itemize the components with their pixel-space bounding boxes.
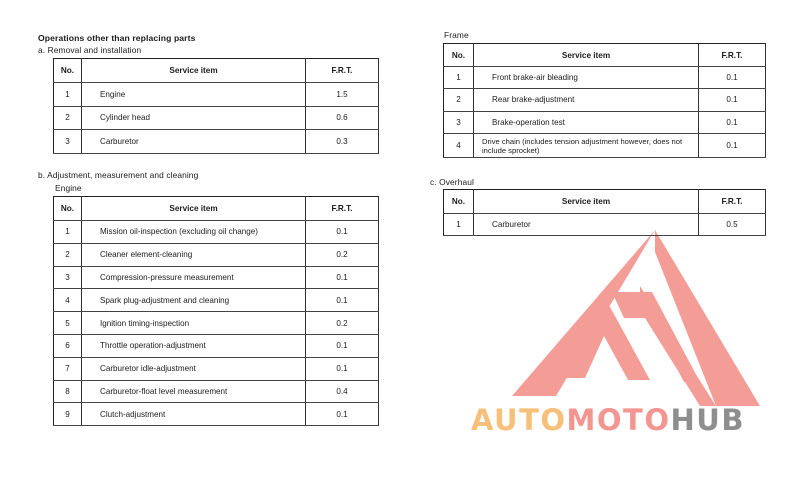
row-number: 7: [54, 357, 82, 380]
row-frt: 0.1: [306, 357, 379, 380]
col-header-no: No.: [54, 59, 82, 83]
row-number: 4: [54, 289, 82, 312]
watermark-hub: HUB: [670, 403, 745, 437]
row-frt: 0.1: [306, 221, 379, 244]
row-number: 6: [54, 334, 82, 357]
row-frt: 1.5: [306, 83, 379, 107]
row-service-item: Cleaner element-cleaning: [82, 243, 306, 266]
row-service-item: Carburetor-float level measurement: [82, 380, 306, 403]
row-number: 2: [54, 243, 82, 266]
row-service-item: Front brake-air bleading: [474, 67, 699, 89]
watermark-brand-text: [471, 403, 745, 437]
row-service-item: Engine: [82, 83, 306, 107]
row-service-item: Throttle operation-adjustment: [82, 334, 306, 357]
table-row: [54, 403, 379, 426]
table-row: [444, 214, 766, 236]
engine-label: Engine: [55, 183, 82, 193]
row-frt: 0.3: [306, 130, 379, 154]
row-service-item: Spark plug-adjustment and cleaning: [82, 289, 306, 312]
row-frt: 0.2: [306, 243, 379, 266]
row-service-item: Ignition timing-inspection: [82, 312, 306, 335]
watermark-moto: MOTO: [566, 403, 671, 437]
row-service-item: Rear brake-adjustment: [474, 89, 699, 111]
row-frt: 0.1: [306, 266, 379, 289]
table-row: [54, 334, 379, 357]
col-header-service-item: Service item: [82, 59, 306, 83]
row-frt: 0.2: [306, 312, 379, 335]
col-header-frt: F.R.T.: [306, 197, 379, 221]
table-row: [54, 221, 379, 244]
row-service-item: Clutch-adjustment: [82, 403, 306, 426]
table-row: [54, 312, 379, 335]
row-number: 4: [444, 133, 474, 157]
row-service-item: Carburetor idle-adjustment: [82, 357, 306, 380]
row-number: 1: [54, 83, 82, 107]
section-b-title: b. Adjustment, measurement and cleaning: [38, 170, 199, 180]
row-number: 1: [54, 221, 82, 244]
row-number: 8: [54, 380, 82, 403]
row-service-item: Compression-pressure measurement: [82, 266, 306, 289]
watermark-auto: AUTO: [471, 403, 567, 437]
col-header-frt: F.R.T.: [699, 44, 766, 67]
table-row: [444, 89, 766, 111]
table-row: [54, 289, 379, 312]
row-service-item: Mission oil-inspection (excluding oil change): [82, 221, 306, 244]
page-heading: Operations other than replacing parts: [38, 33, 196, 43]
row-number: 2: [54, 106, 82, 130]
row-frt: 0.1: [306, 289, 379, 312]
row-number: 3: [54, 266, 82, 289]
row-frt: 0.1: [306, 403, 379, 426]
row-service-item: Drive chain (includes tension adjustment however, does not include sprocket): [474, 133, 699, 157]
row-number: 2: [444, 89, 474, 111]
row-service-item: Cylinder head: [82, 106, 306, 130]
table-row: [54, 266, 379, 289]
col-header-service-item: Service item: [82, 197, 306, 221]
col-header-frt: F.R.T.: [699, 190, 766, 214]
engine-adjustment-table: [53, 196, 379, 426]
row-service-item: Carburetor: [82, 130, 306, 154]
col-header-no: No.: [54, 197, 82, 221]
row-number: 9: [54, 403, 82, 426]
table-row: [54, 83, 379, 107]
frame-label: Frame: [444, 30, 469, 40]
col-header-service-item: Service item: [474, 44, 699, 67]
table-row: [444, 67, 766, 89]
table-row: [54, 357, 379, 380]
row-service-item: Brake-operation test: [474, 111, 699, 133]
removal-installation-table: [53, 58, 379, 154]
section-a-title: a. Removal and installation: [38, 45, 142, 55]
table-row: [54, 380, 379, 403]
row-frt: 0.6: [306, 106, 379, 130]
row-frt: 0.4: [306, 380, 379, 403]
row-number: 1: [444, 67, 474, 89]
section-c-title: c. Overhaul: [430, 177, 474, 187]
table-row: [54, 243, 379, 266]
row-frt: 0.1: [699, 111, 766, 133]
row-frt: 0.1: [699, 133, 766, 157]
row-frt: 0.1: [306, 334, 379, 357]
table-row: [444, 133, 766, 157]
frame-table: [443, 43, 766, 158]
row-frt: 0.1: [699, 67, 766, 89]
row-frt: 0.5: [699, 214, 766, 236]
col-header-no: No.: [444, 44, 474, 67]
table-row: [54, 106, 379, 130]
col-header-no: No.: [444, 190, 474, 214]
overhaul-table: [443, 189, 766, 236]
row-service-item: Carburetor: [474, 214, 699, 236]
row-number: 5: [54, 312, 82, 335]
col-header-service-item: Service item: [474, 190, 699, 214]
row-number: 3: [54, 130, 82, 154]
table-row: [444, 111, 766, 133]
row-number: 1: [444, 214, 474, 236]
table-row: [54, 130, 379, 154]
row-number: 3: [444, 111, 474, 133]
row-frt: 0.1: [699, 89, 766, 111]
col-header-frt: F.R.T.: [306, 59, 379, 83]
